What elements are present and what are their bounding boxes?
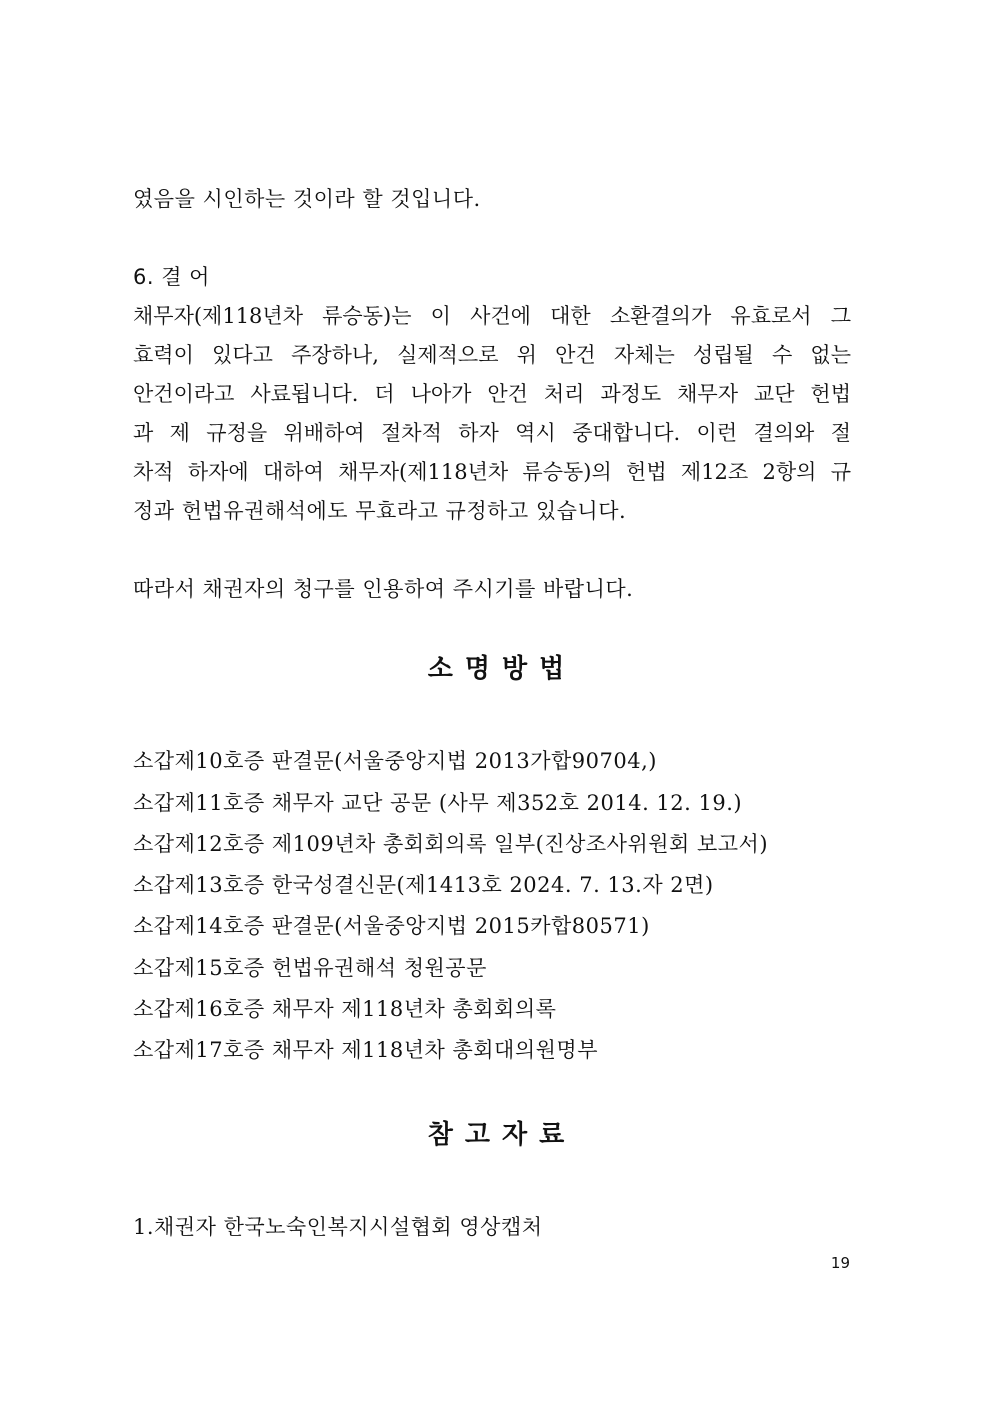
evidence-item: 소갑제10호증 판결문(서울중앙지법 2013가합90704,) [133,749,657,773]
evidence-item: 소갑제14호증 판결문(서울중앙지법 2015카합80571) [133,914,650,938]
conclusion-paragraph-line-6: 정과 헌법유권해석에도 무효라고 규정하고 있습니다. [133,499,627,523]
conclusion-paragraph-line-2: 효력이 있다고 주장하나, 실제적으로 위 안건 자체는 성립될 수 없는 [133,343,851,367]
evidence-item: 소갑제16호증 채무자 제118년차 총회회의록 [133,997,557,1021]
reference-item: 1.채권자 한국노숙인복지시설협회 영상캡처 [133,1215,543,1239]
conclusion-paragraph-line-1: 채무자(제118년차 류승동)는 이 사건에 대한 소환결의가 유효로서 그 [133,304,851,328]
evidence-item: 소갑제15호증 헌법유권해석 청원공문 [133,956,487,980]
conclusion-paragraph-line-5: 차적 하자에 대하여 채무자(제118년차 류승동)의 헌법 제12조 2항의 규 [133,460,851,484]
evidence-item: 소갑제12호증 제109년차 총회회의록 일부(진상조사위원회 보고서) [133,832,769,856]
references-section-title: 참고자료 [427,1120,577,1150]
evidence-section-title: 소명방법 [427,654,577,684]
conclusion-paragraph-line-4: 과 제 규정을 위배하여 절차적 하자 역시 중대합니다. 이런 결의와 절 [133,421,851,445]
conclusion-heading: 6. 결 어 [133,265,210,289]
closing-request: 따라서 채권자의 청구를 인용하여 주시기를 바랍니다. [133,577,634,601]
evidence-item: 소갑제17호증 채무자 제118년차 총회대의원명부 [133,1038,598,1062]
intro-line: 였음을 시인하는 것이라 할 것입니다. [133,187,481,211]
evidence-item: 소갑제11호증 채무자 교단 공문 (사무 제352호 2014. 12. 19.) [133,791,743,815]
page-number: 19 [830,1254,850,1272]
evidence-item: 소갑제13호증 한국성결신문(제1413호 2024. 7. 13.자 2면) [133,873,714,897]
conclusion-paragraph-line-3: 안건이라고 사료됩니다. 더 나아가 안건 처리 과정도 채무자 교단 헌법 [133,382,851,406]
